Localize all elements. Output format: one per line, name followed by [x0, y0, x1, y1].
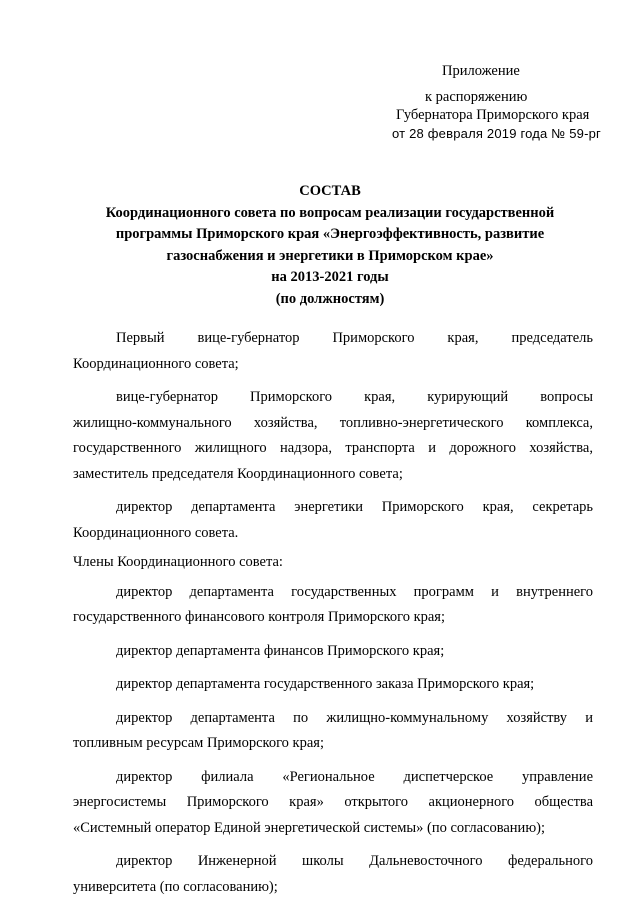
title-line: (по должностям)	[275, 290, 385, 307]
title-line: программы Приморского края «Энергоэффективность, развитие	[115, 226, 545, 243]
text-line: топливным ресурсам Приморского края;	[73, 735, 324, 751]
member-item	[73, 706, 593, 757]
text-line: Первый вице-губернатор Приморского края, председатель	[116, 330, 593, 346]
appendix-date-number: от 28 февраля 2019 года № 59-рг	[392, 126, 601, 141]
member-item	[73, 765, 593, 842]
title-line: на 2013-2021 годы	[271, 269, 389, 286]
text-line: энергосистемы Приморского края» открытого акционерного общества	[73, 794, 593, 810]
members-heading	[73, 550, 593, 576]
appendix-label: Приложение	[442, 63, 520, 79]
text-line: директор департамента государственного заказа Приморского края;	[116, 676, 535, 692]
text-line: университета (по согласованию);	[73, 878, 278, 895]
text-line: государственного финансового контроля Приморского края;	[73, 609, 446, 625]
member-item	[73, 672, 593, 698]
title-line: Координационного совета по вопросам реализации государственной	[105, 204, 555, 221]
member-item	[73, 639, 593, 665]
deputy-chairman-paragraph	[73, 385, 593, 487]
text-line: Члены Координационного совета:	[73, 554, 283, 570]
text-line: вице-губернатор Приморского края, курирующий вопросы	[116, 389, 593, 405]
secretary-paragraph	[73, 495, 593, 546]
member-item	[73, 580, 593, 631]
title-line: газоснабжения и энергетики в Приморском крае»	[166, 247, 494, 264]
text-line: заместитель председателя Координационного совета;	[73, 465, 403, 482]
text-line: директор департамента финансов Приморского края;	[116, 642, 445, 659]
text-line: директор департамента по жилищно-коммунальному хозяйству и	[116, 709, 593, 726]
appendix-order-ref: к распоряжению	[425, 89, 528, 105]
text-line: директор департамента государственных программ и внутреннего	[116, 583, 593, 600]
text-line: жилищно-коммунального хозяйства, топливно-энергетического комплекса,	[73, 414, 593, 431]
chairman-paragraph	[73, 326, 593, 377]
text-line: директор департамента энергетики Приморского края, секретарь	[116, 499, 593, 515]
member-item	[73, 849, 593, 900]
text-line: «Системный оператор Единой энергетической системы» (по согласованию);	[73, 819, 546, 836]
appendix-governor: Губернатора Приморского края	[396, 107, 590, 123]
text-line: Координационного совета;	[73, 355, 239, 372]
text-line: директор Инженерной школы Дальневосточного федерального	[116, 853, 593, 869]
text-line: государственного жилищного надзора, транспорта и дорожного хозяйства,	[73, 440, 593, 456]
document-title	[60, 181, 600, 311]
text-line: Координационного совета.	[73, 524, 239, 541]
text-line: директор филиала «Региональное диспетчерское управление	[116, 768, 593, 785]
document-body	[73, 326, 593, 900]
title-line: СОСТАВ	[299, 183, 361, 199]
